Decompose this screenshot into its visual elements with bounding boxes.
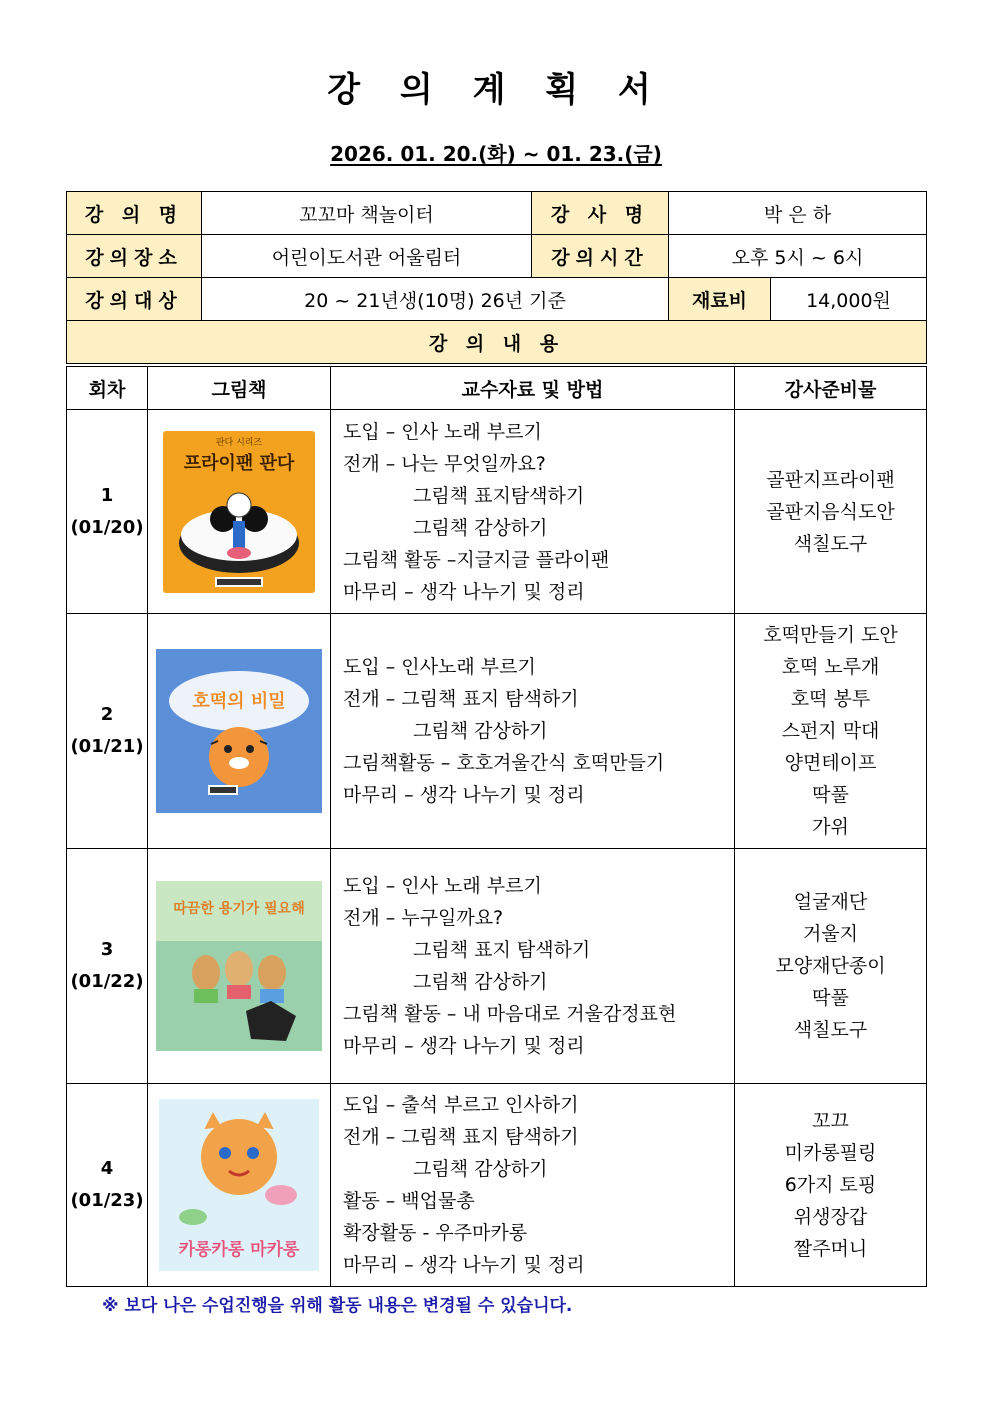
- header-book: 그림책: [148, 367, 331, 410]
- materials-cell: 골판지프라이팬 골판지음식도안 색칠도구: [735, 410, 927, 614]
- target-label: 강의대상: [67, 278, 202, 321]
- method-cell: 도입 – 인사 노래 부르기 전개 – 나는 무엇일까요? 그림책 표지탐색하기 그림책 감상하기 그림책 활동 –지글지글 플라이팬 마무리 – 생각 나누기 및 정리: [331, 410, 735, 614]
- target-value: 20 ~ 21년생(10명) 26년 기준: [202, 278, 669, 321]
- fee-value: 14,000원: [771, 278, 927, 321]
- svg-text:따끔한 용기가 필요해: 따끔한 용기가 필요해: [173, 901, 305, 917]
- fee-label: 재료비: [669, 278, 771, 321]
- book-cover-image: [156, 649, 322, 813]
- session-number: 4 (01/23): [67, 1084, 148, 1287]
- book-cover-image: [163, 431, 315, 593]
- book-cover: [148, 614, 331, 849]
- table-row: [67, 849, 927, 1084]
- name-label: 강 의 명: [67, 192, 202, 235]
- materials-cell: 얼굴재단 거울지 모양재단종이 딱풀 색칠도구: [735, 849, 927, 1084]
- session-number: 3 (01/22): [67, 849, 148, 1084]
- table-row: [67, 614, 927, 849]
- table-row: [67, 1084, 927, 1287]
- header-method: 교수자료 및 방법: [331, 367, 735, 410]
- name-value: 꼬꼬마 책놀이터: [202, 192, 532, 235]
- book-cover: [148, 1084, 331, 1287]
- svg-text:판다 시리즈: 판다 시리즈: [215, 437, 263, 448]
- content-label: 강 의 내 용: [67, 321, 927, 364]
- method-cell: 도입 – 인사노래 부르기 전개 – 그림책 표지 탐색하기 그림책 감상하기 그림책활동 – 호호겨울간식 호떡만들기 마무리 – 생각 나누기 및 정리: [331, 614, 735, 849]
- svg-text:프라이팬 판다: 프라이팬 판다: [183, 452, 295, 474]
- instructor-value: 박 은 하: [669, 192, 927, 235]
- book-cover: [148, 410, 331, 614]
- place-label: 강의장소: [67, 235, 202, 278]
- method-cell: 도입 – 출석 부르고 인사하기 전개 – 그림책 표지 탐색하기 그림책 감상하기 활동 – 백업물총 확장활동 - 우주마카롱 마무리 – 생각 나누기 및 정리: [331, 1084, 735, 1287]
- instructor-label: 강 사 명: [532, 192, 669, 235]
- table-row: [67, 410, 927, 614]
- time-value: 오후 5시 ~ 6시: [669, 235, 927, 278]
- info-table: [66, 191, 927, 364]
- session-number: 1 (01/20): [67, 410, 148, 614]
- book-cover-image: [156, 881, 322, 1051]
- method-cell: 도입 – 인사 노래 부르기 전개 – 누구일까요? 그림책 표지 탐색하기 그림책 감상하기 그림책 활동 – 내 마음대로 거울감정표현 마무리 – 생각 나누기 및 정리: [331, 849, 735, 1084]
- svg-text:카롱카롱 마카롱: 카롱카롱 마카롱: [178, 1240, 300, 1260]
- header-session: 회차: [67, 367, 148, 410]
- session-number: 2 (01/21): [67, 614, 148, 849]
- header-materials: 강사준비물: [735, 367, 927, 410]
- footnote: ※ 보다 나은 수업진행을 위해 활동 내용은 변경될 수 있습니다.: [102, 1296, 573, 1316]
- page-title: 강 의 계 획 서: [327, 70, 665, 110]
- materials-cell: 꼬끄 미카롱필링 6가지 토핑 위생장갑 짤주머니: [735, 1084, 927, 1287]
- date-range: 2026. 01. 20.(화) ~ 01. 23.(금): [330, 142, 662, 166]
- book-cover-image: [159, 1099, 319, 1271]
- schedule-table: [66, 366, 927, 1287]
- svg-text:호떡의 비밀: 호떡의 비밀: [192, 691, 286, 712]
- book-cover: [148, 849, 331, 1084]
- place-value: 어린이도서관 어울림터: [202, 235, 532, 278]
- materials-cell: 호떡만들기 도안 호떡 노루개 호떡 봉투 스펀지 막대 양면테이프 딱풀 가위: [735, 614, 927, 849]
- time-label: 강의시간: [532, 235, 669, 278]
